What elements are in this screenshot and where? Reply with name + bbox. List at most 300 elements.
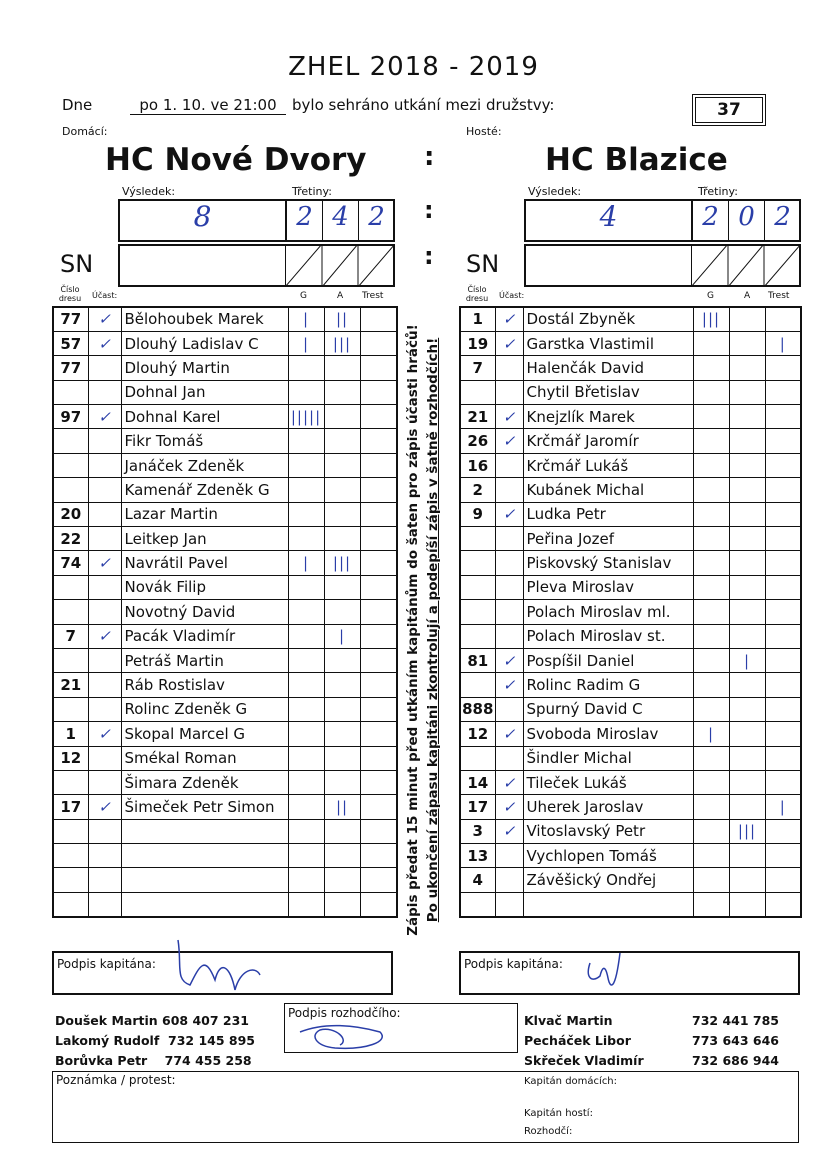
assists-tally [324,478,360,502]
attendance-check [495,478,523,502]
assists-tally [324,575,360,599]
player-name: Šindler Michal [523,746,693,770]
assists-tally [729,527,765,551]
attendance-check: ✓ [495,722,523,746]
roster-row [460,600,801,624]
roster-row [460,478,801,502]
referee-phone: 608 407 231 [162,1013,249,1028]
player-number [53,575,88,599]
attendance-check [88,746,121,770]
assists-tally [324,770,360,794]
attendance-check [88,648,121,672]
referee-name: Pecháček Libor [524,1033,631,1048]
goals-tally: | [288,331,324,355]
home-result-label: Výsledek: [122,185,176,198]
attendance-check: ✓ [495,795,523,819]
penalty-tally [765,575,801,599]
player-name: Svoboda Miroslav [523,722,693,746]
referee-phone: 774 455 258 [164,1053,252,1068]
played-text: bylo sehráno utkání mezi družstvy: [292,96,555,114]
roster-row [460,746,801,770]
penalty-tally [765,648,801,672]
away-sn-diagonals [691,244,801,287]
player-number [53,819,88,843]
player-number: 12 [53,746,88,770]
penalty-tally [360,527,397,551]
referee-phone: 732 145 895 [168,1033,255,1048]
player-name: Šimeček Petr Simon [121,795,288,819]
attendance-check: ✓ [88,722,121,746]
player-number: 9 [460,502,495,526]
assists-tally [729,380,765,404]
player-number [53,453,88,477]
referee-name: Borůvka Petr [55,1053,148,1068]
away-signature-label: Podpis kapitána: [464,957,563,971]
assists-tally: || [324,307,360,331]
roster-row [460,527,801,551]
assists-tally [324,844,360,868]
note-label: Poznámka / protest: [56,1073,176,1087]
roster-row [460,453,801,477]
player-number: 22 [53,527,88,551]
player-number [53,380,88,404]
player-name: Fikr Tomáš [121,429,288,453]
referee-phone: 732 441 785 [692,1013,779,1028]
goals-tally [693,356,729,380]
attendance-check: ✓ [495,331,523,355]
penalty-tally [765,673,801,697]
player-name: Tileček Lukáš [523,770,693,794]
player-number: 2 [460,478,495,502]
player-number: 4 [460,868,495,892]
assists-tally [324,746,360,770]
player-name: Polach Miroslav ml. [523,600,693,624]
penalty-tally [765,307,801,331]
player-number [53,868,88,892]
goals-tally [693,502,729,526]
assists-tally [729,405,765,429]
home-period-1: 2 [296,202,313,232]
assists-tally [729,795,765,819]
away-col-number: Číslo dresu [465,285,489,303]
player-number: 17 [460,795,495,819]
date-label: Dne [62,96,93,114]
penalty-tally [360,722,397,746]
roster-row [53,844,397,868]
attendance-check [88,697,121,721]
penalty-tally [765,722,801,746]
page-title: ZHEL 2018 - 2019 [288,52,539,82]
penalty-tally [765,356,801,380]
attendance-check [88,356,121,380]
player-number [460,380,495,404]
roster-row [460,819,801,843]
player-number [53,648,88,672]
referee-phone: 773 643 646 [692,1033,779,1048]
assists-tally [729,575,765,599]
goals-tally [288,697,324,721]
goals-tally: | [288,551,324,575]
player-number [460,673,495,697]
roster-row [460,892,801,916]
penalty-tally [360,819,397,843]
assists-tally [729,453,765,477]
player-name: Novák Filip [121,575,288,599]
away-score: 4 [599,200,618,233]
roster-row [53,551,397,575]
assists-tally [324,819,360,843]
away-sn-label: SN [466,250,500,278]
player-name: Bělohoubek Marek [121,307,288,331]
player-name: Pacák Vladimír [121,624,288,648]
player-name [121,844,288,868]
assists-tally [729,844,765,868]
goals-tally [693,868,729,892]
player-number [460,624,495,648]
match-number: 37 [695,97,763,123]
goals-tally [693,844,729,868]
penalty-tally [360,844,397,868]
player-number: 7 [53,624,88,648]
player-number: 77 [53,356,88,380]
attendance-check [88,453,121,477]
home-roster-table [52,306,398,918]
assists-tally: ||| [729,819,765,843]
referee-name: Skřeček Vladimír [524,1053,644,1068]
player-number [460,551,495,575]
colon-divider: : [424,242,434,270]
attendance-check [88,380,121,404]
assists-tally [324,502,360,526]
away-period-2: 0 [738,202,755,232]
assists-tally [324,648,360,672]
roster-row [53,307,397,331]
colon-divider: : [424,196,434,224]
penalty-tally [360,575,397,599]
goals-tally [693,405,729,429]
player-name: Krčmář Jaromír [523,429,693,453]
attendance-check: ✓ [88,795,121,819]
player-number: 17 [53,795,88,819]
penalty-tally [765,624,801,648]
penalty-tally [360,892,397,916]
player-name: Chytil Břetislav [523,380,693,404]
home-signature-label: Podpis kapitána: [57,957,156,971]
player-name: Smékal Roman [121,746,288,770]
assists-tally: ||| [324,331,360,355]
assists-tally [324,697,360,721]
goals-tally [288,819,324,843]
goals-tally [288,624,324,648]
assists-tally [729,673,765,697]
goals-tally [693,673,729,697]
assists-tally [729,429,765,453]
roster-row [460,673,801,697]
roster-row [460,795,801,819]
assists-tally [729,868,765,892]
assists-tally [324,868,360,892]
home-score: 8 [193,200,212,233]
roster-row [460,380,801,404]
goals-tally [288,575,324,599]
goals-tally [693,795,729,819]
goals-tally [288,868,324,892]
referee-name: Klvač Martin [524,1013,613,1028]
roster-row [53,770,397,794]
attendance-check [495,551,523,575]
goals-tally [693,770,729,794]
player-name: Dlouhý Ladislav C [121,331,288,355]
attendance-check [88,575,121,599]
player-name: Dohnal Karel [121,405,288,429]
vertical-note-line1: Zápis předat 15 minut před utkáním kapitánům do šaten pro zápis účasti hráčů! [405,324,421,936]
goals-tally [693,453,729,477]
player-name: Piskovský Stanislav [523,551,693,575]
player-number [53,844,88,868]
roster-row [53,624,397,648]
attendance-check [495,844,523,868]
goals-tally [288,429,324,453]
player-number [460,600,495,624]
penalty-tally [360,478,397,502]
player-number: 21 [460,405,495,429]
roster-row [53,795,397,819]
player-name: Závěšický Ondřej [523,868,693,892]
player-number: 57 [53,331,88,355]
referee-signature-label: Podpis rozhodčího: [288,1006,401,1020]
away-roster-table [459,306,802,918]
player-name: Knejzlík Marek [523,405,693,429]
roster-row [460,429,801,453]
goals-tally [693,892,729,916]
player-number [53,429,88,453]
penalty-tally [765,551,801,575]
assists-tally: || [324,795,360,819]
home-captain-label: Kapitán domácích: [524,1076,618,1087]
goals-tally: | [288,307,324,331]
penalty-tally [360,795,397,819]
roster-row [460,502,801,526]
goals-tally [693,551,729,575]
referee-name: Lakomý Rudolf [55,1033,160,1048]
penalty-tally [360,331,397,355]
away-captain-signature-scribble [580,948,640,1003]
goals-tally [288,453,324,477]
penalty-tally [360,697,397,721]
roster-row [460,356,801,380]
goals-tally [693,331,729,355]
attendance-check [88,892,121,916]
attendance-check: ✓ [88,405,121,429]
assists-tally [729,892,765,916]
assists-tally: ||| [324,551,360,575]
goals-tally [288,844,324,868]
roster-row [53,697,397,721]
player-name: Janáček Zdeněk [121,453,288,477]
assists-tally: | [324,624,360,648]
assists-tally [729,331,765,355]
goals-tally [693,478,729,502]
referee-contacts-left [55,1011,255,1071]
player-number: 26 [460,429,495,453]
attendance-check [88,770,121,794]
roster-row [53,453,397,477]
assists-tally [729,307,765,331]
goals-tally [288,648,324,672]
attendance-check [88,673,121,697]
player-name [121,819,288,843]
player-number: 21 [53,673,88,697]
player-name: Krčmář Lukáš [523,453,693,477]
goals-tally [693,380,729,404]
assists-tally [324,600,360,624]
goals-tally: | [693,722,729,746]
player-number [460,892,495,916]
assists-tally [729,502,765,526]
player-name: Uherek Jaroslav [523,795,693,819]
assists-tally [324,356,360,380]
penalty-tally [360,307,397,331]
player-name: Vitoslavský Petr [523,819,693,843]
attendance-check [495,380,523,404]
penalty-tally [765,600,801,624]
attendance-check: ✓ [495,502,523,526]
referee-phone: 732 686 944 [692,1053,779,1068]
player-number: 20 [53,502,88,526]
roster-row [53,405,397,429]
attendance-check [88,844,121,868]
assists-tally [324,673,360,697]
attendance-check [495,868,523,892]
player-number: 13 [460,844,495,868]
penalty-tally [765,429,801,453]
roster-row [460,575,801,599]
goals-tally [693,429,729,453]
player-number: 3 [460,819,495,843]
away-col-attendance: Účast: [499,291,525,300]
goals-tally [288,356,324,380]
assists-tally [324,429,360,453]
attendance-check [88,478,121,502]
assists-tally [324,453,360,477]
roster-row [53,331,397,355]
roster-row [460,331,801,355]
assists-tally [729,600,765,624]
player-number: 19 [460,331,495,355]
penalty-tally [765,844,801,868]
referee-name: Doušek Martin [55,1013,158,1028]
assists-tally [324,405,360,429]
attendance-check: ✓ [495,673,523,697]
penalty-tally [360,648,397,672]
goals-tally [288,380,324,404]
player-number [53,600,88,624]
away-periods-label: Třetiny: [698,185,738,198]
roster-row [460,551,801,575]
assists-tally [729,697,765,721]
roster-row [460,405,801,429]
home-captain-signature-scribble [160,935,280,995]
goals-tally [288,795,324,819]
attendance-check [88,819,121,843]
attendance-check [495,600,523,624]
goals-tally [693,624,729,648]
penalty-tally [360,673,397,697]
roster-row [460,722,801,746]
home-col-attendance: Účast: [92,291,118,300]
player-name: Navrátil Pavel [121,551,288,575]
assists-tally [324,380,360,404]
penalty-tally [360,600,397,624]
player-name: Rolinc Radim G [523,673,693,697]
attendance-check [88,429,121,453]
attendance-check: ✓ [88,551,121,575]
player-name: Ludka Petr [523,502,693,526]
home-periods-label: Třetiny: [292,185,332,198]
attendance-check [88,527,121,551]
penalty-tally [765,405,801,429]
match-number-box [692,94,766,126]
penalty-tally [360,502,397,526]
roster-row [53,722,397,746]
attendance-check [495,697,523,721]
goals-tally [288,892,324,916]
attendance-check: ✓ [495,429,523,453]
player-name [121,868,288,892]
goals-tally [288,673,324,697]
attendance-check [495,624,523,648]
player-number: 16 [460,453,495,477]
attendance-check: ✓ [495,648,523,672]
vertical-note [398,324,448,936]
player-name: Ráb Rostislav [121,673,288,697]
penalty-tally [765,697,801,721]
player-number: 14 [460,770,495,794]
vertical-note-line2: Po ukončení zápasu kapitáni zkontrolují a podepíší zápis v šatně rozhodčích! [425,337,441,923]
player-name: Šimara Zdeněk [121,770,288,794]
player-name: Dostál Zbyněk [523,307,693,331]
goals-tally [693,819,729,843]
player-name: Polach Miroslav st. [523,624,693,648]
player-number [460,527,495,551]
assists-tally [729,770,765,794]
goals-tally [288,502,324,526]
goals-tally: ||||| [288,405,324,429]
goals-tally [693,746,729,770]
goals-tally [693,527,729,551]
roster-row [53,673,397,697]
roster-row [53,380,397,404]
attendance-check [495,527,523,551]
player-number [53,892,88,916]
penalty-tally [360,429,397,453]
player-number: 1 [53,722,88,746]
attendance-check [495,892,523,916]
note-box [52,1071,799,1143]
goals-tally [288,770,324,794]
away-team-name: HC Blazice [545,142,728,178]
roster-row [53,648,397,672]
penalty-tally [360,356,397,380]
roster-row [460,624,801,648]
referee-label: Rozhodčí: [524,1126,573,1137]
attendance-check: ✓ [495,405,523,429]
roster-row [460,697,801,721]
attendance-check [88,600,121,624]
roster-row [53,356,397,380]
penalty-tally [360,624,397,648]
assists-tally [729,746,765,770]
